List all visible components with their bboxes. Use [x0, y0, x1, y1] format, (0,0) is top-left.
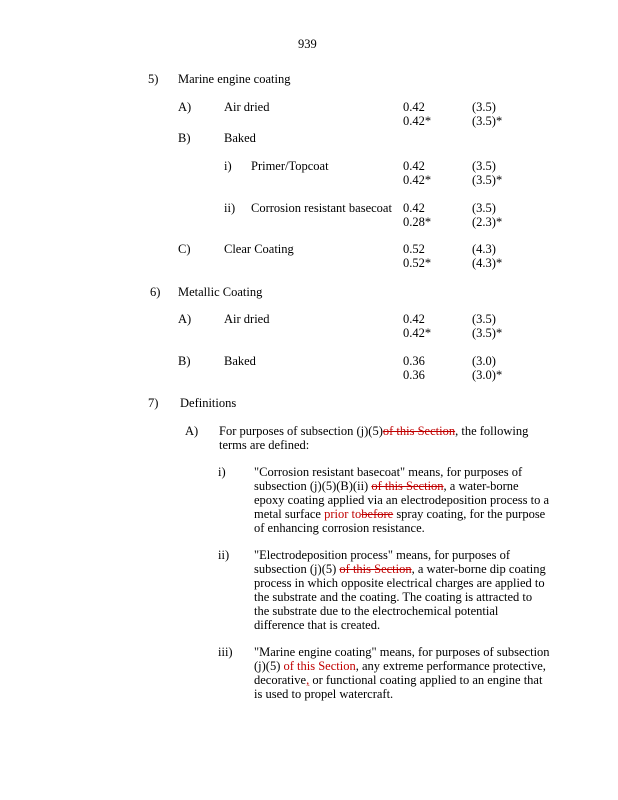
value-lb-per-gal: (3.5)	[472, 159, 496, 173]
definition-roman: i)	[218, 465, 226, 479]
value-g-per-l-alt: 0.42*	[403, 173, 432, 187]
item-number-6: 6)	[150, 285, 161, 299]
value-lb-per-gal: (4.3)	[472, 242, 496, 256]
value-lb-per-gal-alt: (3.5)*	[472, 114, 503, 128]
inserted-text: prior to	[324, 507, 362, 521]
value-lb-per-gal-alt: (3.5)*	[472, 173, 503, 187]
row-letter: B)	[178, 131, 191, 145]
value-g-per-l: 0.42	[403, 159, 425, 173]
value-g-per-l-alt: 0.36	[403, 368, 425, 382]
definition-roman: iii)	[218, 645, 233, 659]
value-lb-per-gal-alt: (3.0)*	[472, 368, 503, 382]
subrow-label: Primer/Topcoat	[251, 159, 329, 173]
definitions-letter: A)	[185, 424, 199, 438]
value-g-per-l: 0.36	[403, 354, 425, 368]
value-lb-per-gal-alt: (2.3)*	[472, 215, 503, 229]
definition-text: , a water-borne epoxy coating applied via an electrodeposition process to a metal surface	[254, 479, 550, 521]
value-lb-per-gal-alt: (4.3)*	[472, 256, 503, 270]
definitions-intro-text: , the following terms are defined:	[219, 424, 529, 452]
value-lb-per-gal: (3.5)	[472, 201, 496, 215]
definition-text: or functional coating applied to an engine that is used to propel watercraft.	[254, 673, 543, 701]
deleted-text: of this Section	[382, 424, 456, 438]
definitions-intro-text: For purposes of subsection (j)(5)	[219, 424, 383, 438]
deleted-text: of this Section	[371, 479, 444, 493]
section-heading-marine: Marine engine coating	[178, 72, 291, 86]
row-label: Baked	[224, 131, 256, 145]
definition-text: "Electrodeposition process" means, for purposes of subsection (j)(5)	[254, 548, 510, 576]
value-lb-per-gal: (3.5)	[472, 312, 496, 326]
inserted-text: of this Section	[283, 659, 356, 673]
row-letter: B)	[178, 354, 191, 368]
value-g-per-l-alt: 0.42*	[403, 114, 432, 128]
value-g-per-l: 0.42	[403, 201, 425, 215]
definition-text: "Marine engine coating" means, for purposes of subsection (j)(5)	[254, 645, 550, 673]
definition-roman: ii)	[218, 548, 230, 562]
row-letter: C)	[178, 242, 191, 256]
subrow-roman: i)	[224, 159, 232, 173]
value-g-per-l-alt: 0.52*	[403, 256, 432, 270]
definitions-intro	[219, 424, 529, 452]
definition-text: , any extreme performance protective, decorative	[254, 659, 546, 687]
page-number: 939	[298, 37, 317, 51]
subrow-roman: ii)	[224, 201, 236, 215]
value-g-per-l: 0.52	[403, 242, 425, 256]
row-label: Air dried	[224, 312, 270, 326]
definition-marine-engine-coating	[254, 645, 550, 701]
definition-electrodeposition-process	[254, 548, 550, 632]
row-letter: A)	[178, 100, 192, 114]
value-g-per-l: 0.42	[403, 100, 425, 114]
section-heading-metallic: Metallic Coating	[178, 285, 263, 299]
definition-text: "Corrosion resistant basecoat" means, for purposes of subsection (j)(5)(B)(ii)	[254, 465, 523, 493]
value-lb-per-gal-alt: (3.5)*	[472, 326, 503, 340]
definition-corrosion-resistant-basecoat	[254, 465, 550, 535]
row-label: Clear Coating	[224, 242, 294, 256]
value-g-per-l: 0.42	[403, 312, 425, 326]
value-lb-per-gal: (3.0)	[472, 354, 496, 368]
value-lb-per-gal: (3.5)	[472, 100, 496, 114]
value-g-per-l-alt: 0.42*	[403, 326, 432, 340]
section-heading-definitions: Definitions	[180, 396, 237, 410]
item-number-5: 5)	[148, 72, 159, 86]
row-label: Baked	[224, 354, 256, 368]
item-number-7: 7)	[148, 396, 159, 410]
subrow-label: Corrosion resistant basecoat	[251, 201, 392, 215]
definition-text: , a water-borne dip coating process in which opposite electrical charges are applied to the substrate and the coating. The coating is attracted to the substrate due to the electrochemical potential difference that is created.	[254, 562, 546, 632]
deleted-text: of this Section	[339, 562, 412, 576]
value-g-per-l-alt: 0.28*	[403, 215, 432, 229]
deleted-text: before	[361, 507, 394, 521]
row-letter: A)	[178, 312, 192, 326]
definition-text: spray coating, for the purpose of enhancing corrosion resistance.	[254, 507, 546, 535]
row-label: Air dried	[224, 100, 270, 114]
inserted-text: ,	[306, 673, 310, 687]
